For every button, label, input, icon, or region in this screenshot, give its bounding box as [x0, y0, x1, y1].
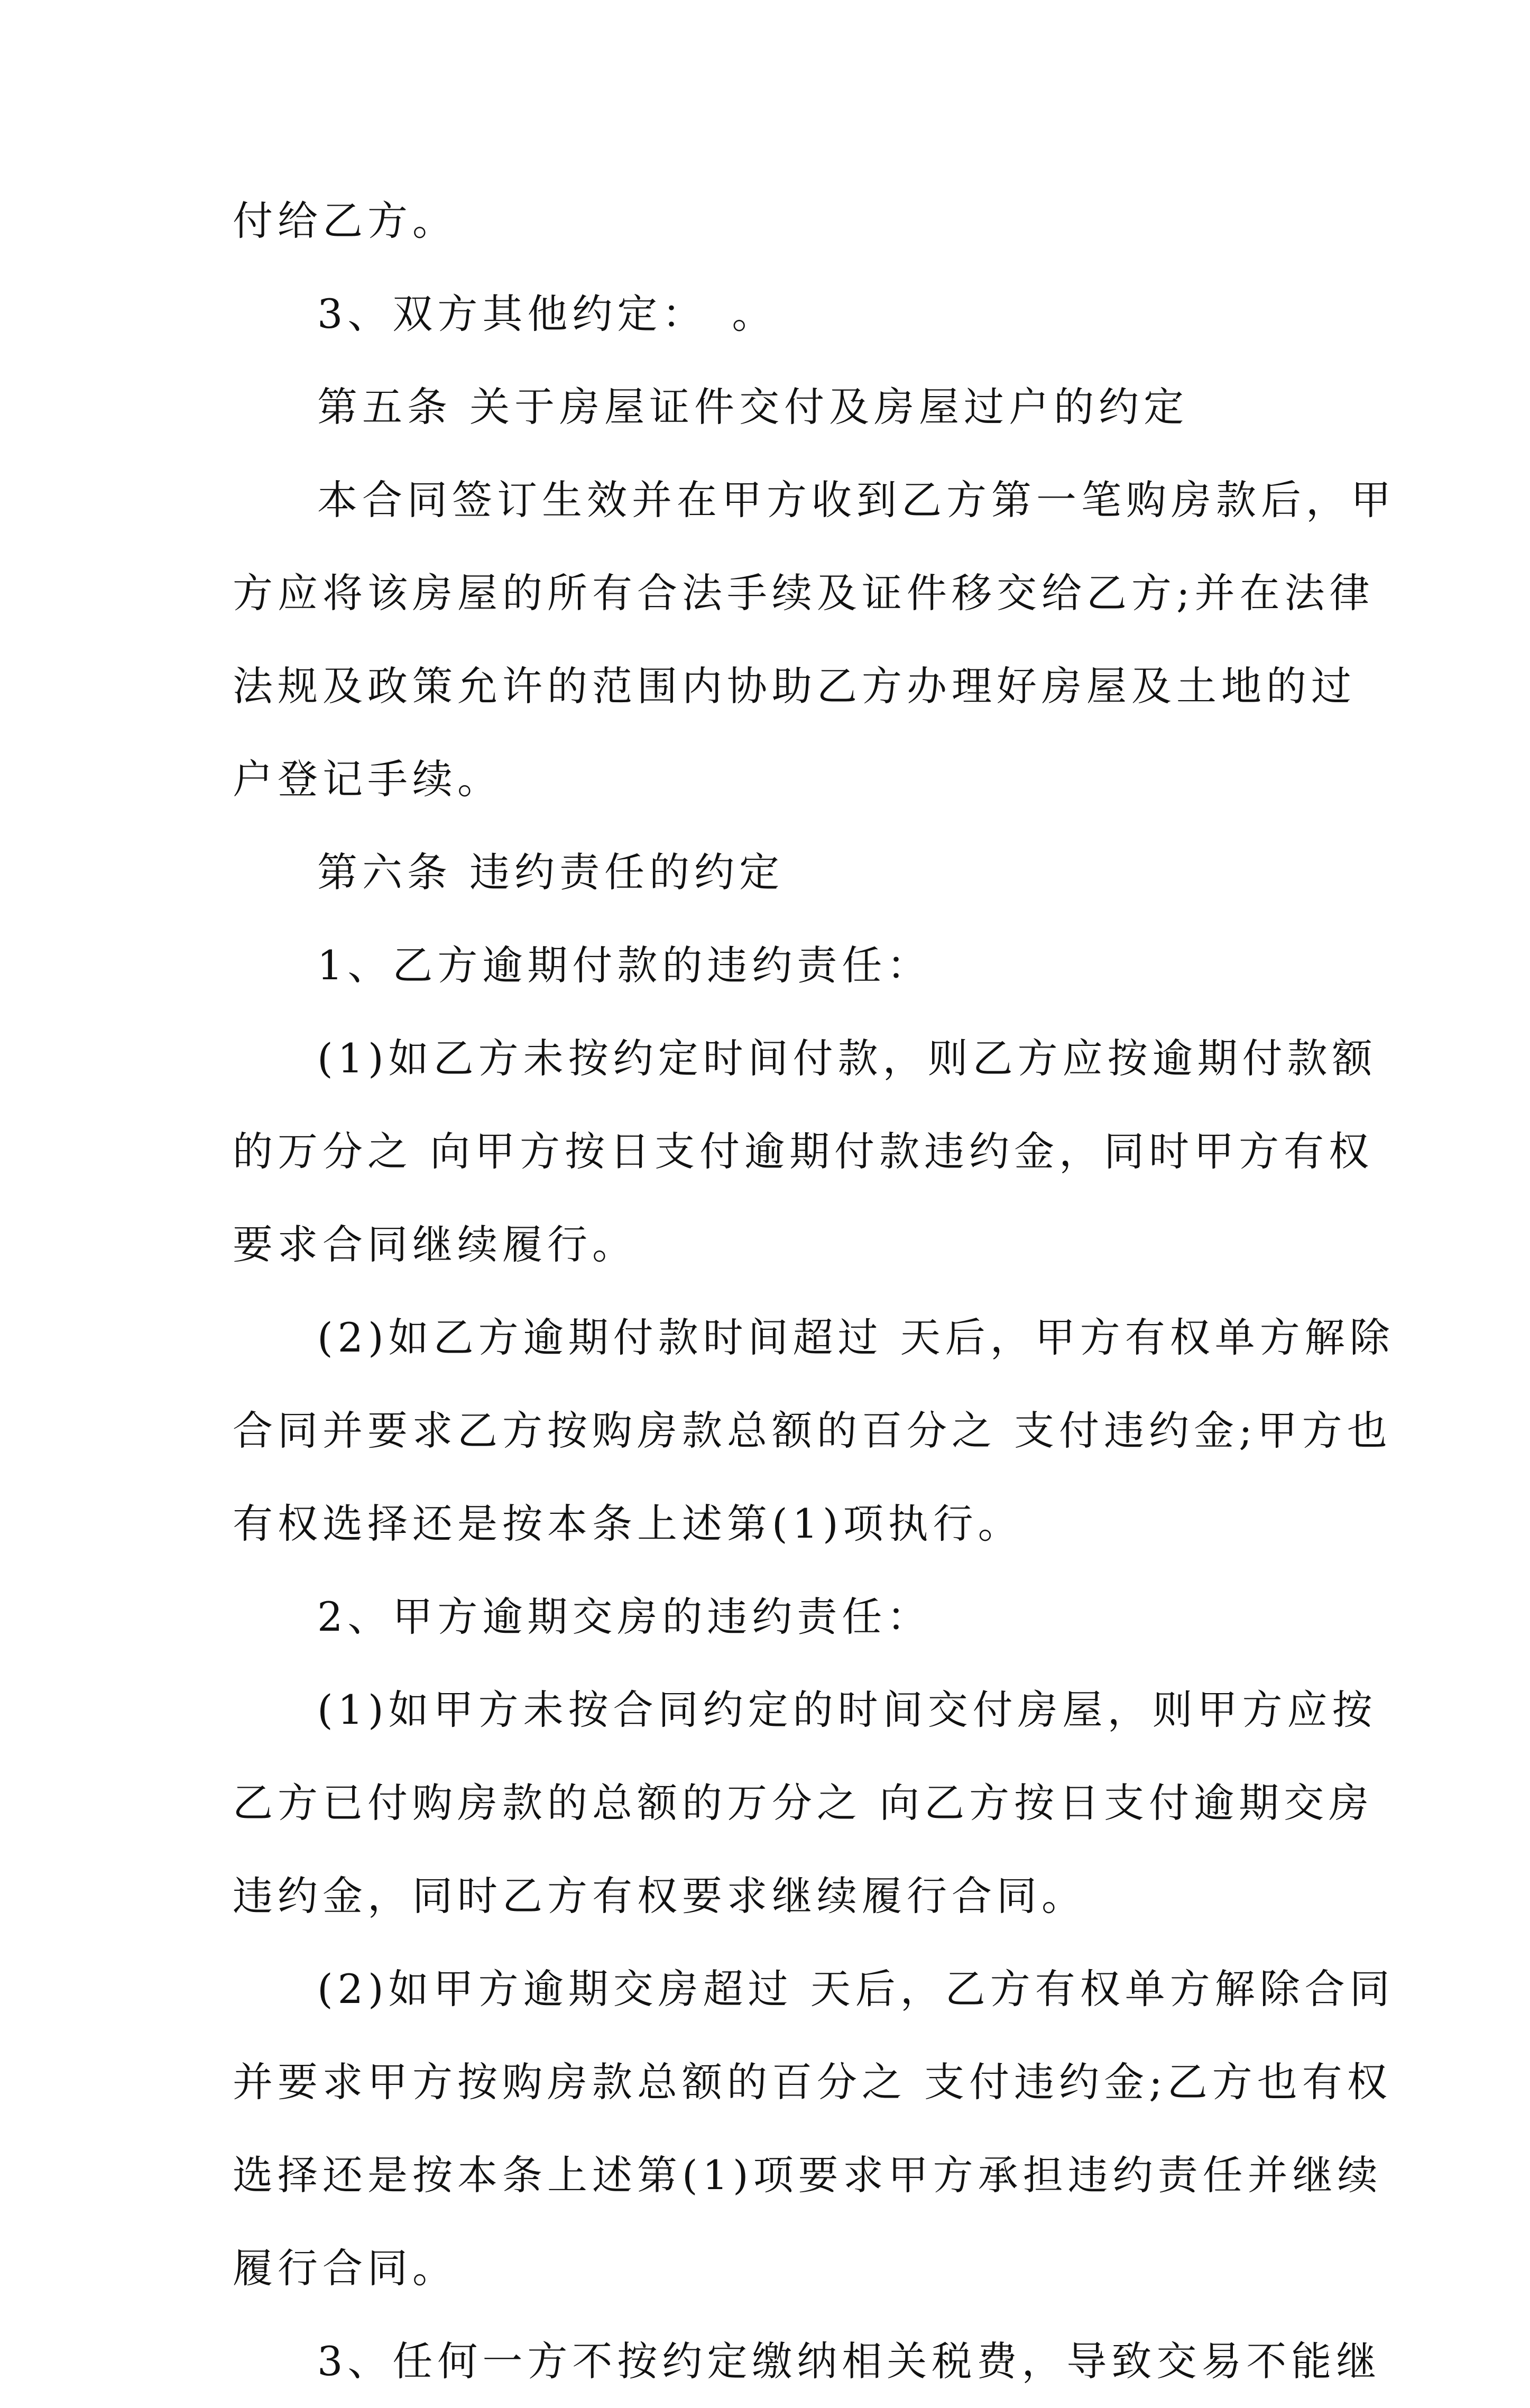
article-5-heading: 第五条 关于房屋证件交付及房屋过户的约定: [317, 383, 1189, 430]
text-line-17: (1)如甲方未按合同约定的时间交付房屋，则甲方应按: [317, 1686, 1377, 1733]
text-line-6: 法规及政策允许的范围内协助乙方办理好房屋及土地的过: [233, 663, 1356, 710]
text-line-7: 户登记手续。: [233, 756, 502, 803]
text-line-23: 履行合同。: [233, 2245, 457, 2292]
text-line-16: 2、甲方逾期交房的违约责任：: [317, 1593, 932, 1640]
text-line-4: 本合同签订生效并在甲方收到乙方第一笔购房款后，甲: [317, 476, 1396, 523]
text-line-22: 选择还是按本条上述第(1)项要求甲方承担违约责任并继续: [233, 2152, 1382, 2199]
text-line-19: 违约金，同时乙方有权要求继续履行合同。: [233, 1872, 1086, 1919]
text-line-14: 合同并要求乙方按购房款总额的百分之 支付违约金;甲方也: [233, 1407, 1392, 1454]
text-line-18: 乙方已付购房款的总额的万分之 向乙方按日支付逾期交房: [233, 1779, 1374, 1826]
text-line-24: 3、任何一方不按约定缴纳相关税费，导致交易不能继: [317, 2338, 1381, 2385]
text-line-1: 付给乙方。: [233, 197, 457, 244]
text-line-9: 1、乙方逾期付款的违约责任：: [317, 942, 932, 989]
text-line-12: 要求合同继续履行。: [233, 1221, 637, 1268]
text-line-5: 方应将该房屋的所有合法手续及证件移交给乙方;并在法律: [233, 569, 1375, 617]
text-line-21: 并要求甲方按购房款总额的百分之 支付违约金;乙方也有权: [233, 2058, 1392, 2106]
text-line-20: (2)如甲方逾期交房超过 天后，乙方有权单方解除合同: [317, 1965, 1395, 2012]
article-6-heading: 第六条 违约责任的约定: [317, 849, 785, 896]
text-line-10: (1)如乙方未按约定时间付款，则乙方应按逾期付款额: [317, 1035, 1377, 1082]
text-line-15: 有权选择还是按本条上述第(1)项执行。: [233, 1500, 1023, 1547]
text-line-2: 3、双方其他约定： 。: [317, 290, 777, 337]
text-line-13: (2)如乙方逾期付款时间超过 天后，甲方有权单方解除: [317, 1314, 1395, 1361]
contract-body-text: [233, 174, 1396, 2408]
text-line-11: 的万分之 向甲方按日支付逾期付款违约金，同时甲方有权: [233, 1128, 1374, 1175]
